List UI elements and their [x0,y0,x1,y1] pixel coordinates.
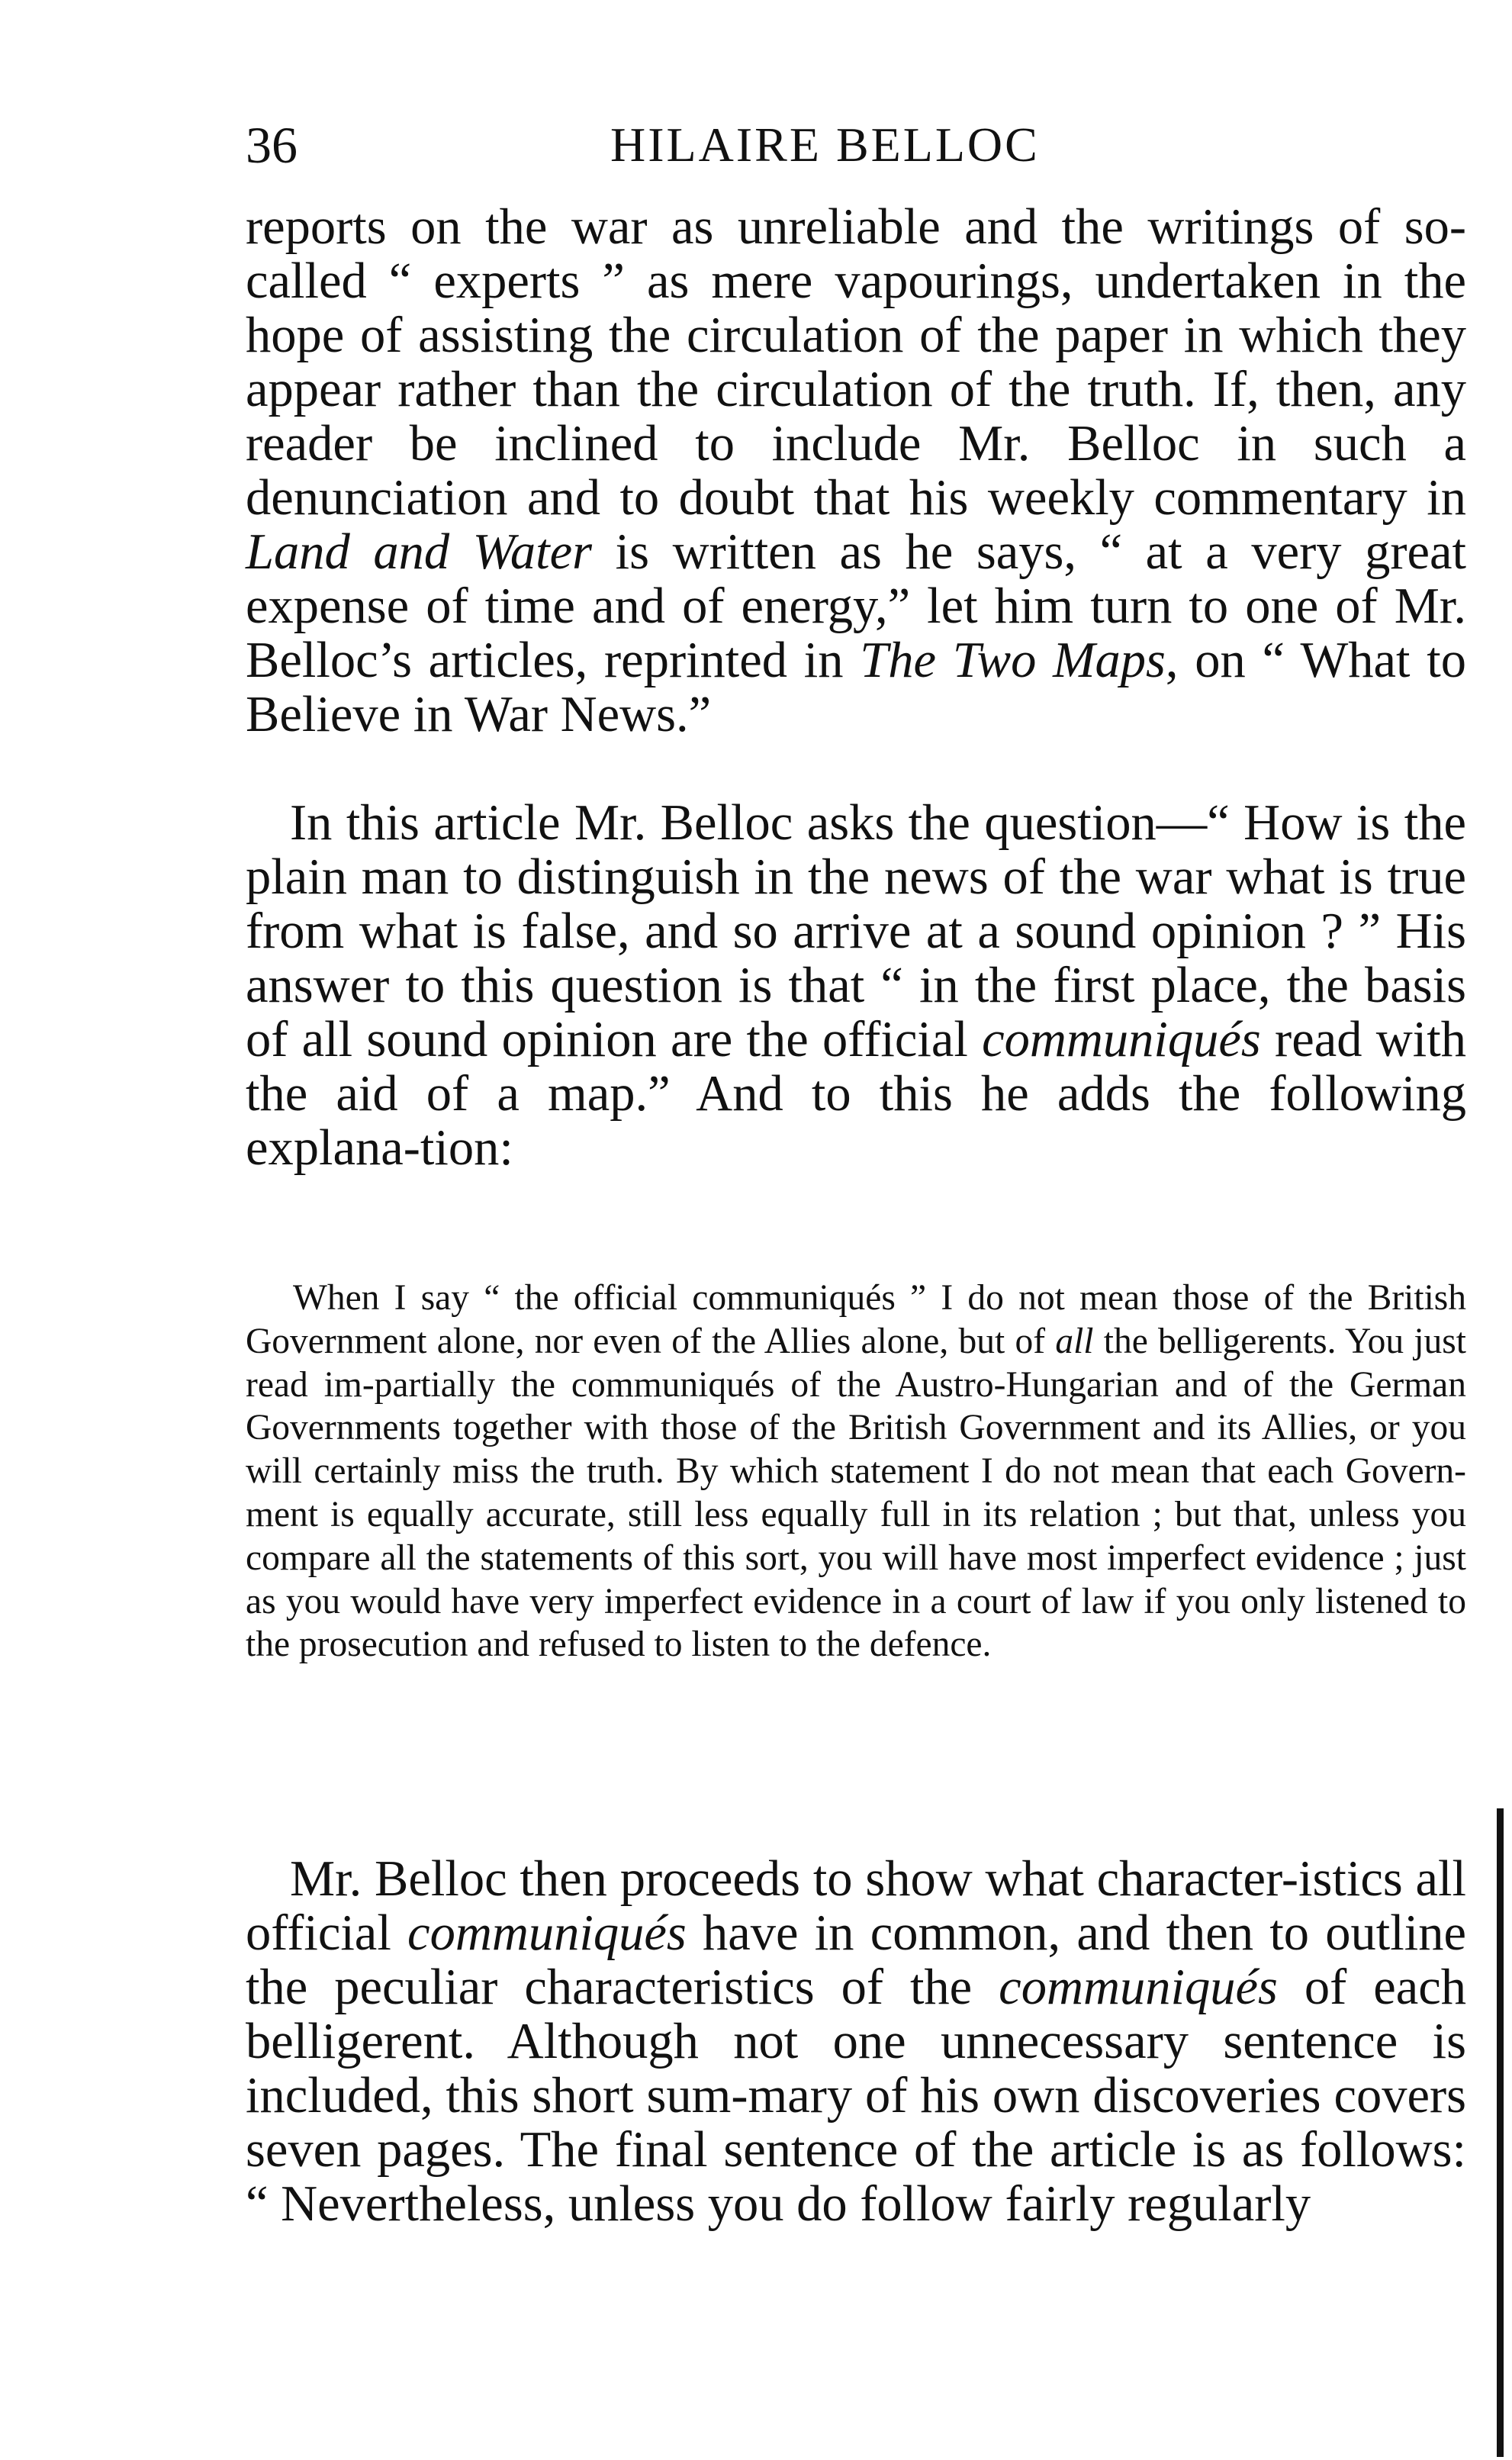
paragraph-2-text-b: read with the aid of a map.” And to this he adds the following explana-tion: [246,1012,1466,1176]
paragraph-1-text-c: , on “ What to Believe in War News.” [246,633,1466,742]
paragraph-1-text-a: reports on the war as unreliable and the writings of so-called “ experts ” as mere vapourings, undertaken in the hope of assisting the circulation of the paper in which they appear rather than the circulation of the truth. If, then, any reader be inclined to include Mr. Belloc in such a denunciation and to doubt that his weekly commentary in [246,199,1466,526]
paragraph-3-italic-a: communiqués [407,1905,687,1961]
paragraph-3 [246,1852,1466,2231]
paragraph-3-text-b: have in common, and then to outline the peculiar characteristics of the [246,1905,1466,2015]
paragraph-1 [246,200,1466,742]
paragraph-3-text-a: Mr. Belloc then proceeds to show what character-istics all official [246,1851,1466,1961]
paragraph-2 [246,796,1466,1175]
page-header [246,114,1466,175]
block-quote-italic-a: all [1055,1321,1094,1361]
paragraph-2-italic-a: communiqués [982,1012,1261,1067]
paragraph-3-text-c: of each belligerent. Although not one unnecessary sentence is included, this short sum-mary of his own discoveries covers seven pages. The final sentence of the article is as follows: “ Nevertheless, unless you do follow fairly regularly [246,1959,1466,2232]
paragraph-1-text-b: is written as he says, “ at a very great expense of time and of energy,” let him turn to one of Mr. Belloc’s articles, reprinted in [246,524,1466,688]
paragraph-1-italic-a: Land and Water [246,524,593,580]
page-edge-bar [1497,1808,1504,2457]
paragraph-2-text-a: In this article Mr. Belloc asks the question—“ How is the plain man to distinguish in the news of the war what is true from what is false, and so arrive at a sound opinion ? ” His answer to this question is that “ in the first place, the basis of all sound opinion are the official [246,795,1466,1067]
paragraph-1-italic-b: The Two Maps [860,633,1166,688]
block-quote [246,1277,1466,1666]
block-quote-text-a: When I say “ the official communiqués ” I do not mean those of the British Government alone, nor even of the Allies alone, but of [246,1278,1466,1361]
paragraph-3-italic-b: communiqués [999,1959,1278,2015]
page-number: 36 [246,116,298,174]
block-quote-text-b: the belligerents. You just read im-partially the communiqués of the Austro-Hungarian and of the German Governments together with those of the British Government and its Allies, or you will certainly miss the truth. By which statement I do not mean that each Govern-ment is equally accurate, still less equally full in its relation ; but that, unless you compare all the statements of this sort, you will have most imperfect evidence ; just as you would have very imperfect evidence in a court of law if you only listened to the prosecution and refused to listen to the defence. [246,1321,1466,1665]
running-head: HILAIRE BELLOC [610,118,1040,172]
